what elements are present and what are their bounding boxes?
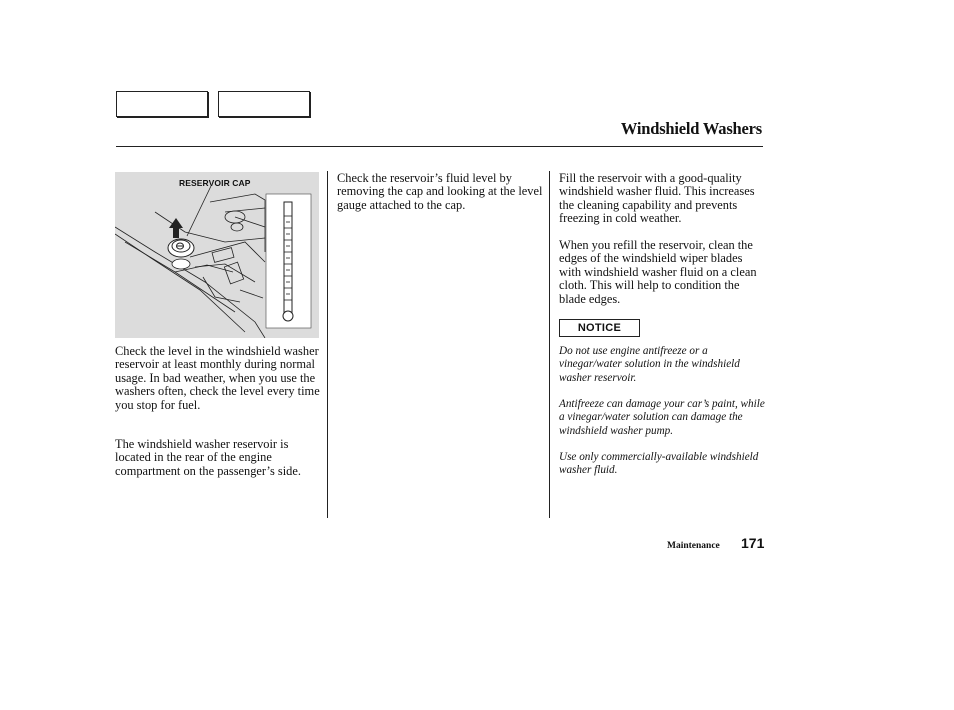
notice-label: NOTICE: [577, 322, 622, 334]
engine-bay-drawing: [115, 172, 319, 338]
column2-paragraph-1: Check the reservoir’s fluid level by removing the cap and looking at the level gauge attached to the cap.: [337, 171, 543, 212]
column1-paragraph-2: The windshield washer reservoir is located in the rear of the engine compartment on the passenger’s side.: [115, 437, 301, 478]
footer-section-name: Maintenance: [667, 541, 720, 551]
notice-text-1: Do not use engine antifreeze or a vinegar/water solution in the windshield washer reservoir.: [559, 345, 740, 384]
title-divider: [116, 146, 763, 147]
nav-button-previous[interactable]: [116, 91, 208, 117]
figure-label: RESERVOIR CAP: [179, 178, 251, 188]
nav-button-next[interactable]: [218, 91, 310, 117]
column3-paragraph-2: When you refill the reservoir, clean the edges of the windshield wiper blades with windshield washer fluid on a clean cloth. This will help to condition the blade edges.: [559, 238, 757, 306]
notice-text-2: Antifreeze can damage your car’s paint, while a vinegar/water solution can damage the windshield washer pump.: [559, 398, 765, 437]
notice-badge: [559, 319, 640, 337]
reservoir-cap-illustration: [115, 172, 319, 338]
notice-text-3: Use only commercially-available windshield washer fluid.: [559, 451, 759, 477]
column3-paragraph-1: Fill the reservoir with a good-quality windshield washer fluid. This increases the cleaning capability and prevents freezing in cold weather.: [559, 171, 755, 226]
column1-paragraph-1: Check the level in the windshield washer reservoir at least monthly during normal usage. In bad weather, when you use the washers often, check the level every time you stop for fuel.: [115, 344, 320, 412]
page-title: Windshield Washers: [620, 119, 762, 138]
column-divider: [549, 171, 550, 518]
column-divider: [327, 171, 328, 518]
page-number: 171: [741, 535, 765, 551]
